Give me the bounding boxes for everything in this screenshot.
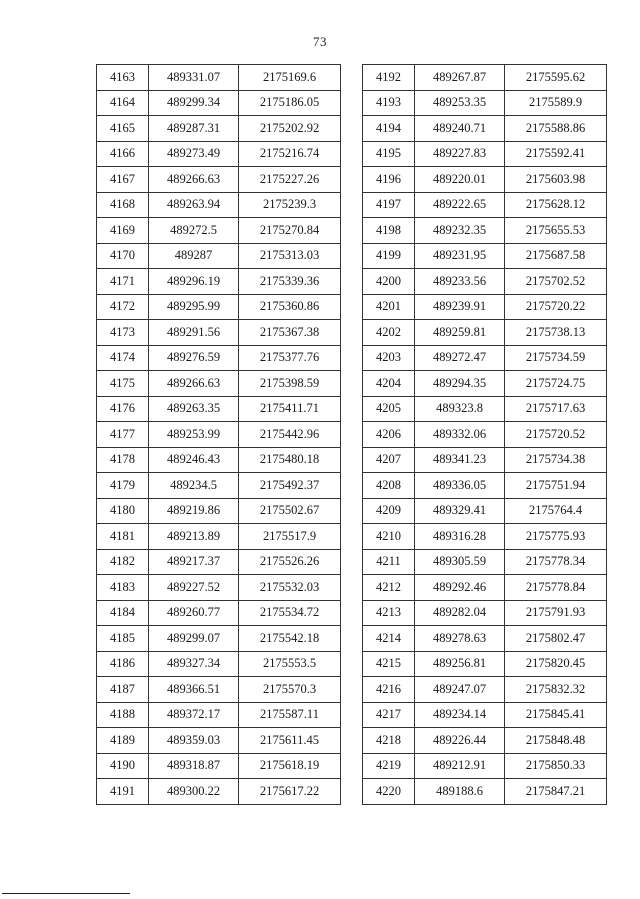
x-coordinate-cell: 489276.59	[149, 345, 239, 371]
y-coordinate-cell: 2175738.13	[505, 320, 607, 346]
table-row	[97, 779, 341, 805]
y-coordinate-cell: 2175517.9	[239, 524, 341, 550]
y-coordinate-cell: 2175778.84	[505, 575, 607, 601]
table-row	[363, 90, 607, 116]
table-row	[97, 294, 341, 320]
table-row	[97, 753, 341, 779]
y-coordinate-cell: 2175442.96	[239, 422, 341, 448]
y-coordinate-cell: 2175367.38	[239, 320, 341, 346]
y-coordinate-cell: 2175791.93	[505, 600, 607, 626]
point-number-cell: 4204	[363, 371, 415, 397]
x-coordinate-cell: 489331.07	[149, 65, 239, 91]
y-coordinate-cell: 2175618.19	[239, 753, 341, 779]
point-number-cell: 4167	[97, 167, 149, 193]
table-row	[97, 600, 341, 626]
point-number-cell: 4183	[97, 575, 149, 601]
y-coordinate-cell: 2175655.53	[505, 218, 607, 244]
point-number-cell: 4178	[97, 447, 149, 473]
x-coordinate-cell: 489295.99	[149, 294, 239, 320]
point-number-cell: 4182	[97, 549, 149, 575]
point-number-cell: 4177	[97, 422, 149, 448]
table-row	[97, 575, 341, 601]
y-coordinate-cell: 2175589.9	[505, 90, 607, 116]
table-row	[97, 447, 341, 473]
x-coordinate-cell: 489287	[149, 243, 239, 269]
table-row	[363, 192, 607, 218]
x-coordinate-cell: 489259.81	[415, 320, 505, 346]
y-coordinate-cell: 2175570.3	[239, 677, 341, 703]
y-coordinate-cell: 2175411.71	[239, 396, 341, 422]
y-coordinate-cell: 2175717.63	[505, 396, 607, 422]
y-coordinate-cell: 2175734.59	[505, 345, 607, 371]
point-number-cell: 4180	[97, 498, 149, 524]
table-row	[363, 600, 607, 626]
x-coordinate-cell: 489282.04	[415, 600, 505, 626]
x-coordinate-cell: 489256.81	[415, 651, 505, 677]
y-coordinate-cell: 2175611.45	[239, 728, 341, 754]
point-number-cell: 4168	[97, 192, 149, 218]
point-number-cell: 4171	[97, 269, 149, 295]
table-row	[363, 269, 607, 295]
point-number-cell: 4173	[97, 320, 149, 346]
coordinates-table-right	[362, 64, 607, 805]
y-coordinate-cell: 2175227.26	[239, 167, 341, 193]
y-coordinate-cell: 2175526.26	[239, 549, 341, 575]
table-row	[363, 753, 607, 779]
point-number-cell: 4201	[363, 294, 415, 320]
y-coordinate-cell: 2175186.05	[239, 90, 341, 116]
y-coordinate-cell: 2175360.86	[239, 294, 341, 320]
table-row	[363, 218, 607, 244]
point-number-cell: 4219	[363, 753, 415, 779]
point-number-cell: 4179	[97, 473, 149, 499]
y-coordinate-cell: 2175687.58	[505, 243, 607, 269]
y-coordinate-cell: 2175377.76	[239, 345, 341, 371]
y-coordinate-cell: 2175720.52	[505, 422, 607, 448]
x-coordinate-cell: 489188.6	[415, 779, 505, 805]
table-row	[363, 575, 607, 601]
table-row	[363, 728, 607, 754]
y-coordinate-cell: 2175848.48	[505, 728, 607, 754]
table-row	[363, 651, 607, 677]
point-number-cell: 4192	[363, 65, 415, 91]
point-number-cell: 4170	[97, 243, 149, 269]
point-number-cell: 4215	[363, 651, 415, 677]
table-row	[97, 90, 341, 116]
x-coordinate-cell: 489267.87	[415, 65, 505, 91]
y-coordinate-cell: 2175480.18	[239, 447, 341, 473]
table-row	[363, 345, 607, 371]
point-number-cell: 4214	[363, 626, 415, 652]
point-number-cell: 4200	[363, 269, 415, 295]
x-coordinate-cell: 489272.5	[149, 218, 239, 244]
table-row	[97, 396, 341, 422]
y-coordinate-cell: 2175587.11	[239, 702, 341, 728]
table-row	[363, 702, 607, 728]
point-number-cell: 4172	[97, 294, 149, 320]
x-coordinate-cell: 489336.05	[415, 473, 505, 499]
table-row	[97, 651, 341, 677]
x-coordinate-cell: 489246.43	[149, 447, 239, 473]
y-coordinate-cell: 2175216.74	[239, 141, 341, 167]
x-coordinate-cell: 489332.06	[415, 422, 505, 448]
y-coordinate-cell: 2175169.6	[239, 65, 341, 91]
x-coordinate-cell: 489213.89	[149, 524, 239, 550]
x-coordinate-cell: 489329.41	[415, 498, 505, 524]
table-row	[97, 345, 341, 371]
table-row	[363, 141, 607, 167]
point-number-cell: 4198	[363, 218, 415, 244]
x-coordinate-cell: 489240.71	[415, 116, 505, 142]
table-row	[363, 294, 607, 320]
x-coordinate-cell: 489222.65	[415, 192, 505, 218]
x-coordinate-cell: 489287.31	[149, 116, 239, 142]
x-coordinate-cell: 489227.83	[415, 141, 505, 167]
footnote-rule	[2, 893, 130, 894]
table-row	[97, 167, 341, 193]
table-row	[97, 269, 341, 295]
point-number-cell: 4196	[363, 167, 415, 193]
table-row	[97, 192, 341, 218]
y-coordinate-cell: 2175592.41	[505, 141, 607, 167]
point-number-cell: 4212	[363, 575, 415, 601]
x-coordinate-cell: 489305.59	[415, 549, 505, 575]
table-row	[363, 626, 607, 652]
point-number-cell: 4211	[363, 549, 415, 575]
x-coordinate-cell: 489247.07	[415, 677, 505, 703]
x-coordinate-cell: 489273.49	[149, 141, 239, 167]
table-row	[363, 116, 607, 142]
point-number-cell: 4220	[363, 779, 415, 805]
point-number-cell: 4163	[97, 65, 149, 91]
x-coordinate-cell: 489231.95	[415, 243, 505, 269]
y-coordinate-cell: 2175778.34	[505, 549, 607, 575]
x-coordinate-cell: 489253.99	[149, 422, 239, 448]
x-coordinate-cell: 489232.35	[415, 218, 505, 244]
table-row	[97, 371, 341, 397]
y-coordinate-cell: 2175845.41	[505, 702, 607, 728]
x-coordinate-cell: 489263.35	[149, 396, 239, 422]
x-coordinate-cell: 489253.35	[415, 90, 505, 116]
point-number-cell: 4184	[97, 600, 149, 626]
table-row	[363, 677, 607, 703]
y-coordinate-cell: 2175847.21	[505, 779, 607, 805]
y-coordinate-cell: 2175617.22	[239, 779, 341, 805]
y-coordinate-cell: 2175832.32	[505, 677, 607, 703]
y-coordinate-cell: 2175702.52	[505, 269, 607, 295]
table-row	[363, 473, 607, 499]
y-coordinate-cell: 2175595.62	[505, 65, 607, 91]
point-number-cell: 4165	[97, 116, 149, 142]
point-number-cell: 4193	[363, 90, 415, 116]
point-number-cell: 4174	[97, 345, 149, 371]
page-number: 73	[313, 34, 327, 49]
x-coordinate-cell: 489318.87	[149, 753, 239, 779]
point-number-cell: 4169	[97, 218, 149, 244]
x-coordinate-cell: 489296.19	[149, 269, 239, 295]
point-number-cell: 4187	[97, 677, 149, 703]
y-coordinate-cell: 2175850.33	[505, 753, 607, 779]
table-row	[363, 167, 607, 193]
x-coordinate-cell: 489272.47	[415, 345, 505, 371]
y-coordinate-cell: 2175534.72	[239, 600, 341, 626]
point-number-cell: 4210	[363, 524, 415, 550]
table-row	[97, 116, 341, 142]
table-row	[97, 473, 341, 499]
table-row	[97, 243, 341, 269]
y-coordinate-cell: 2175553.5	[239, 651, 341, 677]
table-row	[97, 728, 341, 754]
y-coordinate-cell: 2175339.36	[239, 269, 341, 295]
table-row	[363, 422, 607, 448]
point-number-cell: 4197	[363, 192, 415, 218]
point-number-cell: 4205	[363, 396, 415, 422]
y-coordinate-cell: 2175720.22	[505, 294, 607, 320]
y-coordinate-cell: 2175628.12	[505, 192, 607, 218]
x-coordinate-cell: 489226.44	[415, 728, 505, 754]
y-coordinate-cell: 2175532.03	[239, 575, 341, 601]
point-number-cell: 4166	[97, 141, 149, 167]
point-number-cell: 4208	[363, 473, 415, 499]
y-coordinate-cell: 2175734.38	[505, 447, 607, 473]
y-coordinate-cell: 2175502.67	[239, 498, 341, 524]
point-number-cell: 4188	[97, 702, 149, 728]
point-number-cell: 4213	[363, 600, 415, 626]
table-row	[97, 626, 341, 652]
x-coordinate-cell: 489220.01	[415, 167, 505, 193]
x-coordinate-cell: 489233.56	[415, 269, 505, 295]
table-row	[363, 320, 607, 346]
x-coordinate-cell: 489323.8	[415, 396, 505, 422]
table-row	[97, 524, 341, 550]
x-coordinate-cell: 489266.63	[149, 167, 239, 193]
x-coordinate-cell: 489300.22	[149, 779, 239, 805]
x-coordinate-cell: 489299.34	[149, 90, 239, 116]
y-coordinate-cell: 2175775.93	[505, 524, 607, 550]
y-coordinate-cell: 2175398.59	[239, 371, 341, 397]
x-coordinate-cell: 489219.86	[149, 498, 239, 524]
x-coordinate-cell: 489239.91	[415, 294, 505, 320]
coordinates-table-left	[96, 64, 341, 805]
x-coordinate-cell: 489263.94	[149, 192, 239, 218]
x-coordinate-cell: 489294.35	[415, 371, 505, 397]
x-coordinate-cell: 489291.56	[149, 320, 239, 346]
table-row	[363, 371, 607, 397]
y-coordinate-cell: 2175588.86	[505, 116, 607, 142]
point-number-cell: 4195	[363, 141, 415, 167]
x-coordinate-cell: 489227.52	[149, 575, 239, 601]
x-coordinate-cell: 489234.14	[415, 702, 505, 728]
point-number-cell: 4199	[363, 243, 415, 269]
point-number-cell: 4190	[97, 753, 149, 779]
x-coordinate-cell: 489292.46	[415, 575, 505, 601]
x-coordinate-cell: 489260.77	[149, 600, 239, 626]
point-number-cell: 4189	[97, 728, 149, 754]
point-number-cell: 4176	[97, 396, 149, 422]
table-row	[97, 549, 341, 575]
x-coordinate-cell: 489341.23	[415, 447, 505, 473]
table-row	[363, 779, 607, 805]
y-coordinate-cell: 2175542.18	[239, 626, 341, 652]
point-number-cell: 4218	[363, 728, 415, 754]
y-coordinate-cell: 2175603.98	[505, 167, 607, 193]
y-coordinate-cell: 2175751.94	[505, 473, 607, 499]
table-row	[363, 243, 607, 269]
x-coordinate-cell: 489366.51	[149, 677, 239, 703]
x-coordinate-cell: 489278.63	[415, 626, 505, 652]
point-number-cell: 4202	[363, 320, 415, 346]
table-row	[97, 218, 341, 244]
x-coordinate-cell: 489359.03	[149, 728, 239, 754]
x-coordinate-cell: 489316.28	[415, 524, 505, 550]
y-coordinate-cell: 2175239.3	[239, 192, 341, 218]
table-row	[97, 702, 341, 728]
table-row	[363, 524, 607, 550]
y-coordinate-cell: 2175492.37	[239, 473, 341, 499]
point-number-cell: 4194	[363, 116, 415, 142]
table-row	[363, 65, 607, 91]
x-coordinate-cell: 489299.07	[149, 626, 239, 652]
point-number-cell: 4203	[363, 345, 415, 371]
y-coordinate-cell: 2175802.47	[505, 626, 607, 652]
table-row	[363, 549, 607, 575]
table-row	[97, 141, 341, 167]
table-row	[363, 447, 607, 473]
point-number-cell: 4207	[363, 447, 415, 473]
x-coordinate-cell: 489372.17	[149, 702, 239, 728]
point-number-cell: 4206	[363, 422, 415, 448]
x-coordinate-cell: 489212.91	[415, 753, 505, 779]
table-row	[97, 498, 341, 524]
x-coordinate-cell: 489234.5	[149, 473, 239, 499]
point-number-cell: 4209	[363, 498, 415, 524]
point-number-cell: 4217	[363, 702, 415, 728]
table-row	[97, 65, 341, 91]
point-number-cell: 4185	[97, 626, 149, 652]
point-number-cell: 4186	[97, 651, 149, 677]
table-row	[363, 396, 607, 422]
point-number-cell: 4164	[97, 90, 149, 116]
x-coordinate-cell: 489217.37	[149, 549, 239, 575]
y-coordinate-cell: 2175724.75	[505, 371, 607, 397]
x-coordinate-cell: 489327.34	[149, 651, 239, 677]
table-row	[97, 320, 341, 346]
table-row	[97, 422, 341, 448]
point-number-cell: 4191	[97, 779, 149, 805]
x-coordinate-cell: 489266.63	[149, 371, 239, 397]
y-coordinate-cell: 2175270.84	[239, 218, 341, 244]
table-row	[363, 498, 607, 524]
point-number-cell: 4175	[97, 371, 149, 397]
table-row	[97, 677, 341, 703]
y-coordinate-cell: 2175313.03	[239, 243, 341, 269]
y-coordinate-cell: 2175820.45	[505, 651, 607, 677]
y-coordinate-cell: 2175202.92	[239, 116, 341, 142]
point-number-cell: 4216	[363, 677, 415, 703]
y-coordinate-cell: 2175764.4	[505, 498, 607, 524]
point-number-cell: 4181	[97, 524, 149, 550]
